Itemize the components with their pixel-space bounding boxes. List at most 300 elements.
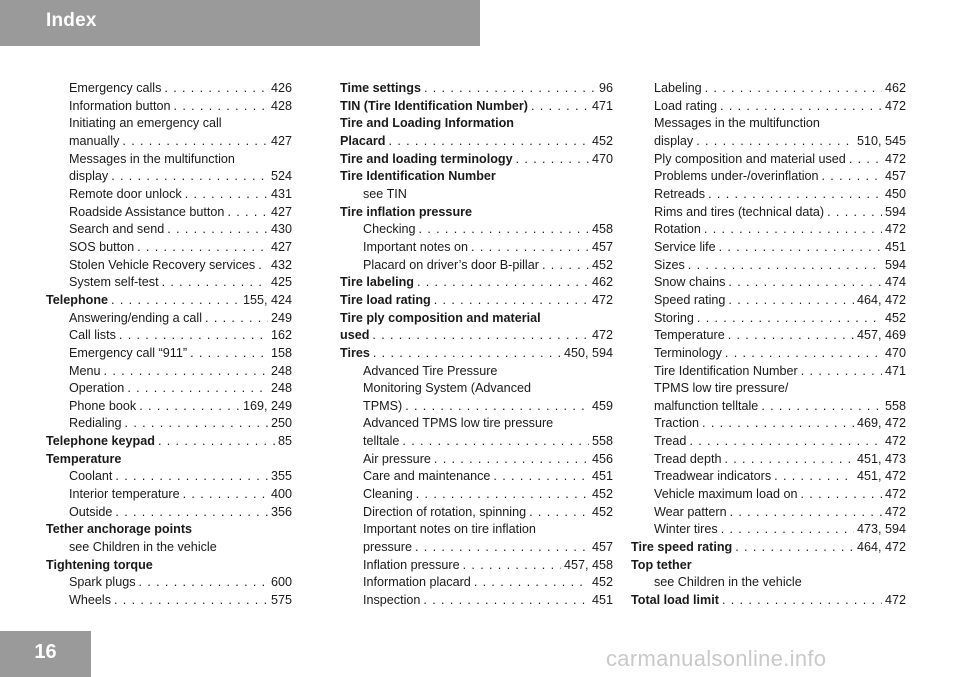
index-entry-term: Information button [69, 98, 171, 113]
dot-leader [405, 398, 589, 416]
index-entry-page: 451 [591, 593, 613, 608]
index-entry-term: manually [69, 133, 120, 148]
index-entry-page: 457, 458 [563, 557, 613, 572]
dot-leader [402, 433, 589, 451]
index-entry-page: 472 [884, 98, 906, 113]
dot-leader [696, 133, 854, 151]
index-entry-page: 162 [270, 328, 292, 343]
index-entry-line: see TIN [363, 186, 407, 201]
index-entry [46, 257, 292, 275]
page-number: 16 [34, 641, 57, 663]
dot-leader [139, 574, 268, 592]
index-entry-line: Advanced Tire Pressure [363, 363, 498, 378]
index-entry-term: Terminology [654, 345, 722, 360]
index-entry-page: 427 [270, 133, 292, 148]
index-entry-page: 456 [591, 451, 613, 466]
index-entry-term: Speed rating [654, 292, 726, 307]
dot-leader [463, 557, 561, 575]
index-entry [340, 486, 613, 504]
index-entry [340, 433, 613, 451]
index-entry [340, 468, 613, 486]
index-entry-page: 462 [884, 81, 906, 95]
index-entry [340, 239, 613, 257]
index-entry-term: Inflation pressure [363, 557, 460, 572]
dot-leader [529, 504, 589, 522]
index-entry [631, 592, 906, 610]
index-entry-line: Temperature [46, 451, 122, 466]
index-entry [46, 133, 292, 151]
index-entry [631, 239, 906, 257]
index-entry-term: Tread depth [654, 451, 722, 466]
index-entry-line: Advanced TPMS low tire pressure [363, 416, 554, 431]
index-entry-page: 450, 594 [563, 345, 613, 360]
index-entry-term: display [654, 133, 694, 148]
page-number-badge [0, 631, 91, 677]
index-entry-page: 472 [884, 151, 906, 166]
dot-leader [417, 274, 589, 292]
dot-leader [423, 592, 589, 610]
index-entry-line: Tightening torque [46, 557, 153, 572]
index-entry-page: 452 [591, 133, 613, 148]
index-entry-term: Tire Identification Number [654, 363, 798, 378]
index-entry-line: Tire inflation pressure [340, 204, 473, 219]
index-entry [340, 398, 613, 416]
page-title: Index [46, 10, 97, 31]
index-entry-page: 248 [270, 381, 292, 396]
index-entry-term: Ply composition and material used [654, 151, 846, 166]
dot-leader [111, 292, 240, 310]
index-entry [631, 504, 906, 522]
dot-leader [728, 274, 882, 292]
index-entry-page: 575 [270, 593, 292, 608]
index-entry [631, 221, 906, 239]
dot-leader [115, 468, 268, 486]
index-entry [46, 398, 292, 416]
dot-leader [111, 168, 268, 186]
index-entry-term: Labeling [654, 81, 702, 95]
index-entry-term: Telephone keypad [46, 434, 155, 449]
index-entry-term: SOS button [69, 239, 135, 254]
index-entry-term: Rotation [654, 222, 701, 237]
index-entry [340, 257, 613, 275]
index-entry-term: Operation [69, 381, 125, 396]
index-entry-term: TPMS) [363, 398, 403, 413]
index-entry [46, 415, 292, 433]
index-entry-page: 457 [591, 540, 613, 555]
index-entry [46, 80, 292, 98]
index-entry-term: Wheels [69, 593, 111, 608]
index-entry-term: Retreads [654, 186, 706, 201]
index-entry [340, 592, 613, 610]
dot-leader [190, 345, 268, 363]
index-entry [340, 133, 613, 151]
index-entry-term: Answering/ending a call [69, 310, 203, 325]
index-entry-page: 471 [884, 363, 906, 378]
index-entry-page: 452 [591, 504, 613, 519]
dot-leader [708, 186, 882, 204]
index-entry-page: 472 [884, 222, 906, 237]
index-entry-page: 250 [270, 416, 292, 431]
index-column-3 [631, 80, 906, 610]
dot-leader [702, 415, 854, 433]
index-entry-page: 472 [591, 292, 613, 307]
index-entry [46, 592, 292, 610]
dot-leader [434, 292, 589, 310]
index-entry-page: 472 [884, 504, 906, 519]
index-entry-term: Treadwear indicators [654, 469, 772, 484]
dot-leader [719, 239, 882, 257]
index-entry-page: 431 [270, 186, 292, 201]
index-entry-page: 471 [591, 98, 613, 113]
index-entry-page: 451, 472 [856, 469, 906, 484]
index-entry [631, 274, 906, 292]
dot-leader [761, 398, 882, 416]
index-entry [46, 98, 292, 116]
dot-leader [774, 468, 854, 486]
dot-leader [119, 327, 268, 345]
dot-leader [125, 415, 268, 433]
index-entry-term: Temperature [654, 328, 725, 343]
index-entry [46, 168, 292, 186]
index-entry-page: 400 [270, 487, 292, 502]
index-entry-page: 169, 249 [242, 398, 292, 413]
dot-leader [735, 539, 854, 557]
index-entry-page: 470 [884, 345, 906, 360]
index-entry [340, 504, 613, 522]
index-entry-term: Service life [654, 239, 716, 254]
index-entry [631, 486, 906, 504]
index-entry [631, 133, 906, 151]
index-entry-page: 430 [270, 222, 292, 237]
index-entry-term: Spark plugs [69, 575, 136, 590]
index-entry-page: 594 [884, 204, 906, 219]
index-entry [46, 486, 292, 504]
dot-leader [373, 345, 561, 363]
index-entry-line: Tire and Loading Information [340, 116, 514, 131]
index-entry-line: see Children in the vehicle [654, 575, 802, 590]
index-entry-term: Tire speed rating [631, 540, 733, 555]
dot-leader [115, 504, 268, 522]
index-entry-term: Call lists [69, 328, 116, 343]
index-entry [631, 433, 906, 451]
index-entry-term: Care and maintenance [363, 469, 491, 484]
dot-leader [127, 380, 268, 398]
index-entry-page: 474 [884, 275, 906, 290]
index-entry-line: Messages in the multifunction [69, 151, 235, 166]
index-entry-page: 558 [591, 434, 613, 449]
index-entry-term: System self-test [69, 275, 159, 290]
index-entry-term: Cleaning [363, 487, 413, 502]
index-entry [46, 380, 292, 398]
index-entry-line: Messages in the multifunction [654, 116, 820, 131]
index-entry-page: 85 [277, 434, 292, 449]
index-entry [340, 345, 613, 363]
dot-leader [162, 274, 268, 292]
index-entry [631, 186, 906, 204]
dot-leader [174, 98, 268, 116]
index-entry-term: Placard on driver’s door B-pillar [363, 257, 539, 272]
index-entry-term: Vehicle maximum load on [654, 487, 798, 502]
index-entry-term: Rims and tires (technical data) [654, 204, 825, 219]
dot-leader [705, 80, 882, 98]
dot-leader [104, 363, 268, 381]
index-entry-term: Time settings [340, 81, 421, 95]
index-entry [340, 221, 613, 239]
index-entry-term: Remote door unlock [69, 186, 182, 201]
index-entry [46, 433, 292, 451]
index-entry-term: Tire and loading terminology [340, 151, 513, 166]
index-entry [340, 557, 613, 575]
index-entry-page: 158 [270, 345, 292, 360]
index-entry-line: Tether anchorage points [46, 522, 193, 537]
index-column-1 [46, 80, 292, 610]
index-entry-term: Sizes [654, 257, 685, 272]
dot-leader [531, 98, 589, 116]
index-entry [631, 204, 906, 222]
index-entry-page: 355 [270, 469, 292, 484]
dot-leader [827, 204, 882, 222]
index-entry [631, 521, 906, 539]
index-entry-term: Placard [340, 133, 386, 148]
index-entry-page: 428 [270, 98, 292, 113]
dot-leader [516, 151, 589, 169]
index-entry-term: Total load limit [631, 593, 719, 608]
index-entry-term: pressure [363, 540, 412, 555]
index-entry-term: TIN (Tire Identification Number) [340, 98, 528, 113]
index-entry-term: display [69, 169, 109, 184]
dot-leader [697, 310, 882, 328]
dot-leader [122, 133, 268, 151]
index-entry-page: 472 [591, 328, 613, 343]
index-entry [46, 186, 292, 204]
index-entry-term: Direction of rotation, spinning [363, 504, 527, 519]
index-entry [631, 468, 906, 486]
dot-leader [722, 592, 882, 610]
index-entry-term: Important notes on [363, 239, 469, 254]
dot-leader [822, 168, 882, 186]
index-entry [340, 292, 613, 310]
index-entry [340, 151, 613, 169]
index-entry-page: 524 [270, 169, 292, 184]
dot-leader [424, 80, 596, 98]
index-entry-page: 462 [591, 275, 613, 290]
index-entry-line: Monitoring System (Advanced [363, 381, 531, 396]
index-column-2 [340, 80, 613, 610]
index-entry [631, 257, 906, 275]
index-entry-term: Tire load rating [340, 292, 431, 307]
dot-leader [258, 257, 268, 275]
index-entry [631, 539, 906, 557]
dot-leader [704, 221, 882, 239]
index-entry [46, 363, 292, 381]
watermark: carmanualsonline.info [606, 646, 827, 671]
dot-leader [725, 345, 882, 363]
dot-leader [419, 221, 589, 239]
index-entry [46, 204, 292, 222]
dot-leader [416, 486, 589, 504]
index-entry-line: Tire Identification Number [340, 169, 496, 184]
index-entry-term: Wear pattern [654, 504, 727, 519]
index-entry-term: Emergency call “911” [69, 345, 188, 360]
dot-leader [471, 239, 589, 257]
index-entry-page: 155, 424 [242, 292, 292, 307]
index-entry-line: see Children in the vehicle [69, 540, 217, 555]
index-entry-term: Tires [340, 345, 370, 360]
index-entry [340, 327, 613, 345]
index-entry [631, 292, 906, 310]
index-entry-term: Tread [654, 434, 687, 449]
index-entry [46, 345, 292, 363]
index-entry-page: 249 [270, 310, 292, 325]
index-entry-term: malfunction telltale [654, 398, 759, 413]
index-entry-term: Snow chains [654, 275, 726, 290]
index-entry-page: 472 [884, 434, 906, 449]
index-entry-page: 458 [591, 222, 613, 237]
index-entry [46, 292, 292, 310]
index-entry [46, 310, 292, 328]
index-entry-line: TPMS low tire pressure/ [654, 381, 789, 396]
index-entry [46, 221, 292, 239]
index-entry-term: Storing [654, 310, 694, 325]
index-entry-term: Emergency calls [69, 81, 162, 95]
index-entry-term: Problems under-/overinflation [654, 169, 819, 184]
index-entry-term: telltale [363, 434, 400, 449]
index-entry-page: 356 [270, 504, 292, 519]
index-entry-term: Information placard [363, 575, 471, 590]
dot-leader [730, 504, 882, 522]
index-entry-page: 427 [270, 204, 292, 219]
index-entry-line: Important notes on tire inflation [363, 522, 536, 537]
index-entry [631, 327, 906, 345]
index-entry-term: Tire labeling [340, 275, 414, 290]
index-entry [340, 98, 613, 116]
header-bar [0, 0, 480, 46]
index-entry-term: Telephone [46, 292, 109, 307]
dot-leader [205, 310, 268, 328]
index-entry-page: 473, 594 [856, 522, 906, 537]
index-entry-page: 457 [884, 169, 906, 184]
index-entry-line: Tire ply composition and material [340, 310, 541, 325]
index-entry-term: Traction [654, 416, 700, 431]
dot-leader [849, 151, 882, 169]
index-entry-term: Air pressure [363, 451, 431, 466]
index-entry-page: 470 [591, 151, 613, 166]
index-entry-page: 452 [884, 310, 906, 325]
index-entry-page: 594 [884, 257, 906, 272]
index-entry [46, 468, 292, 486]
dot-leader [389, 133, 589, 151]
index-entry-page: 469, 472 [856, 416, 906, 431]
index-entry [46, 274, 292, 292]
index-entry-page: 457, 469 [856, 328, 906, 343]
index-entry-page: 472 [884, 487, 906, 502]
index-entry-page: 510, 545 [856, 133, 906, 148]
dot-leader [688, 257, 882, 275]
dot-leader [164, 80, 268, 98]
index-entry-term: Inspection [363, 593, 421, 608]
index-entry-page: 427 [270, 239, 292, 254]
dot-leader [434, 451, 589, 469]
index-entry-term: used [340, 328, 370, 343]
index-entry-page: 452 [591, 575, 613, 590]
index-entry-page: 464, 472 [856, 540, 906, 555]
dot-leader [801, 363, 882, 381]
index-entry-term: Coolant [69, 469, 113, 484]
index-entry-term: Search and send [69, 222, 165, 237]
index-entry-page: 96 [598, 81, 613, 95]
index-entry [340, 80, 613, 98]
index-entry-page: 452 [591, 257, 613, 272]
index-entry-page: 451 [884, 239, 906, 254]
index-entry [631, 345, 906, 363]
index-entry-line: Top tether [631, 557, 692, 572]
dot-leader [139, 398, 240, 416]
index-entry [631, 398, 906, 416]
dot-leader [183, 486, 268, 504]
dot-leader [493, 468, 589, 486]
index-entry-page: 464, 472 [856, 292, 906, 307]
index-entry [631, 310, 906, 328]
dot-leader [167, 221, 268, 239]
index-entry-term: Menu [69, 363, 101, 378]
index-entry-page: 432 [270, 257, 292, 272]
index-entry [340, 574, 613, 592]
index-entry [46, 239, 292, 257]
index-entry [631, 80, 906, 98]
index-entry-page: 452 [591, 487, 613, 502]
index-entry [631, 168, 906, 186]
index-entry [340, 539, 613, 557]
index-entry [340, 274, 613, 292]
index-entry [340, 451, 613, 469]
dot-leader [372, 327, 589, 345]
dot-leader [474, 574, 589, 592]
index-entry-page: 558 [884, 398, 906, 413]
dot-leader [801, 486, 882, 504]
index-entry-term: Stolen Vehicle Recovery services [69, 257, 256, 272]
index-entry-page: 472 [884, 593, 906, 608]
index-entry-term: Phone book [69, 398, 137, 413]
index-entry-term: Roadside Assistance button [69, 204, 225, 219]
index-entry [631, 415, 906, 433]
index-entry-term: Load rating [654, 98, 718, 113]
dot-leader [728, 292, 854, 310]
index-entry-page: 600 [270, 575, 292, 590]
index-entry-page: 248 [270, 363, 292, 378]
dot-leader [542, 257, 589, 275]
index-entry [46, 574, 292, 592]
dot-leader [137, 239, 268, 257]
index-entry [631, 98, 906, 116]
dot-leader [728, 327, 854, 345]
dot-leader [227, 204, 268, 222]
index-entry-term: Checking [363, 222, 416, 237]
dot-leader [158, 433, 275, 451]
dot-leader [720, 98, 882, 116]
dot-leader [689, 433, 882, 451]
index-entry-page: 459 [591, 398, 613, 413]
index-entry-term: Outside [69, 504, 113, 519]
index-entry-page: 457 [591, 239, 613, 254]
index-entry [631, 151, 906, 169]
index-entry [631, 451, 906, 469]
dot-leader [415, 539, 589, 557]
index-entry-page: 451, 473 [856, 451, 906, 466]
index-entry-page: 451 [591, 469, 613, 484]
index-entry [631, 363, 906, 381]
dot-leader [185, 186, 268, 204]
index-entry [46, 504, 292, 522]
